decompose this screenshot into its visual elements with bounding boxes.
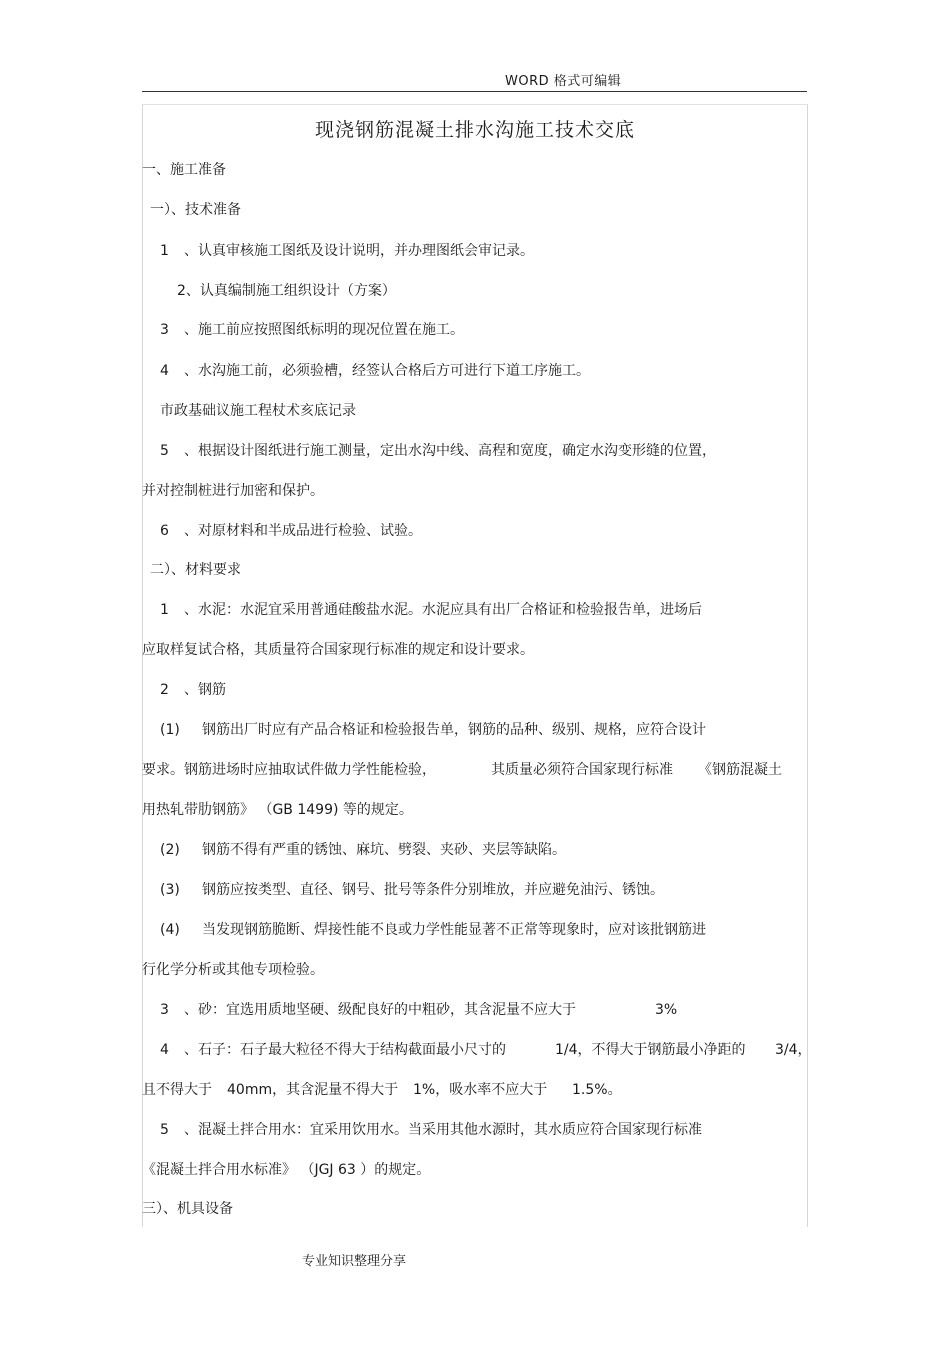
list-item-value: 3%: [655, 1002, 678, 1018]
sub-item-continuation: 行化学分析或其他专项检验。: [142, 962, 324, 978]
list-item-continuation: 并对控制桩进行加密和保护。: [142, 483, 324, 499]
list-item-continuation: 且不得大于: [142, 1082, 212, 1098]
list-item-number: 5: [160, 443, 169, 459]
sub-item-text: 钢筋应按类型、直径、钢号、批号等条件分别堆放，并应避免油污、锈蚀。: [202, 882, 664, 898]
subsection-heading: 一）、技术准备: [150, 202, 241, 218]
list-item-text: 1/4，不得大于钢筋最小净距的: [555, 1042, 746, 1058]
sub-item-continuation: 其质量必须符合国家现行标准: [491, 762, 673, 778]
list-item-text: 、砂：宜选用质地坚硬、级配良好的中粗砂，其含泥量不应大于: [184, 1002, 576, 1018]
sub-item-continuation: 《钢筋混凝土: [698, 762, 782, 778]
list-item-text: 2、认真编制施工组织设计（方案）: [177, 283, 396, 299]
list-item-number: 2: [160, 682, 169, 698]
list-item-text: 、根据设计图纸进行施工测量，定出水沟中线、高程和宽度，确定水沟变形缝的位置，: [184, 443, 716, 459]
list-item-text: 、钢筋: [184, 682, 226, 698]
sub-item-text: 钢筋出厂时应有产品合格证和检验报告单，钢筋的品种、级别、规格，应符合设计: [202, 722, 706, 738]
list-item-number: 6: [160, 523, 169, 539]
sub-item-number: (2): [160, 842, 180, 858]
list-item-continuation: 应取样复试合格，其质量符合国家现行标准的规定和设计要求。: [142, 642, 534, 658]
section-heading: 一、施工准备: [142, 162, 226, 178]
list-item-number: 3: [160, 322, 169, 338]
list-item-text: 、石子：石子最大粒径不得大于结构截面最小尺寸的: [184, 1042, 506, 1058]
subsection-heading: 三）、机具设备: [142, 1201, 233, 1217]
sub-item-continuation: 要求。钢筋进场时应抽取试件做力学性能检验，: [142, 762, 436, 778]
header-rule: [142, 91, 807, 92]
list-item-continuation: 40mm，其含泥量不得大于: [227, 1082, 399, 1098]
subsection-heading: 二）、材料要求: [150, 562, 241, 578]
list-item-text: 3/4，: [775, 1042, 812, 1058]
list-item-continuation: 1.5%。: [572, 1082, 622, 1098]
list-item-number: 4: [160, 1042, 169, 1058]
list-item-continuation: 1%，吸水率不应大于: [413, 1082, 548, 1098]
list-item-text: 、认真审核施工图纸及设计说明，并办理图纸会审记录。: [184, 243, 534, 259]
list-item-number: 1: [160, 602, 169, 618]
sub-item-text: 钢筋不得有严重的锈蚀、麻坑、劈裂、夹砂、夹层等缺陷。: [202, 842, 566, 858]
stray-text-line: 市政基础议施工程杖术亥底记录: [160, 403, 356, 419]
sub-item-text: 当发现钢筋脆断、焊接性能不良或力学性能显著不正常等现象时，应对该批钢筋进: [202, 922, 706, 938]
list-item-text: 、施工前应按照图纸标明的现况位置在施工。: [184, 322, 464, 338]
page-footer: 专业知识整理分享: [302, 1254, 407, 1269]
list-item-text: 、水沟施工前，必须验槽，经签认合格后方可进行下道工序施工。: [184, 363, 590, 379]
list-item-text: 、混凝土拌合用水：宜采用饮用水。当采用其他水源时，其水质应符合国家现行标准: [184, 1122, 702, 1138]
list-item-number: 1: [160, 243, 169, 259]
list-item-continuation: 《混凝土拌合用水标准》 （JGJ 63 ）的规定。: [142, 1162, 431, 1178]
sub-item-number: (3): [160, 882, 180, 898]
document-title: 现浇钢筋混凝土排水沟施工技术交底: [314, 119, 635, 141]
list-item-text: 、对原材料和半成品进行检验、试验。: [184, 523, 422, 539]
sub-item-number: (4): [160, 922, 180, 938]
list-item-number: 3: [160, 1002, 169, 1018]
list-item-number: 5: [160, 1122, 169, 1138]
list-item-number: 4: [160, 363, 169, 379]
list-item-text: 、水泥：水泥宜采用普通硅酸盐水泥。水泥应具有出厂合格证和检验报告单，进场后: [184, 602, 702, 618]
page-header: WORD 格式可编辑: [505, 74, 622, 89]
sub-item-continuation: 用热轧带肋钢筋》 （GB 1499) 等的规定。: [142, 802, 413, 818]
sub-item-number: (1): [160, 722, 180, 738]
